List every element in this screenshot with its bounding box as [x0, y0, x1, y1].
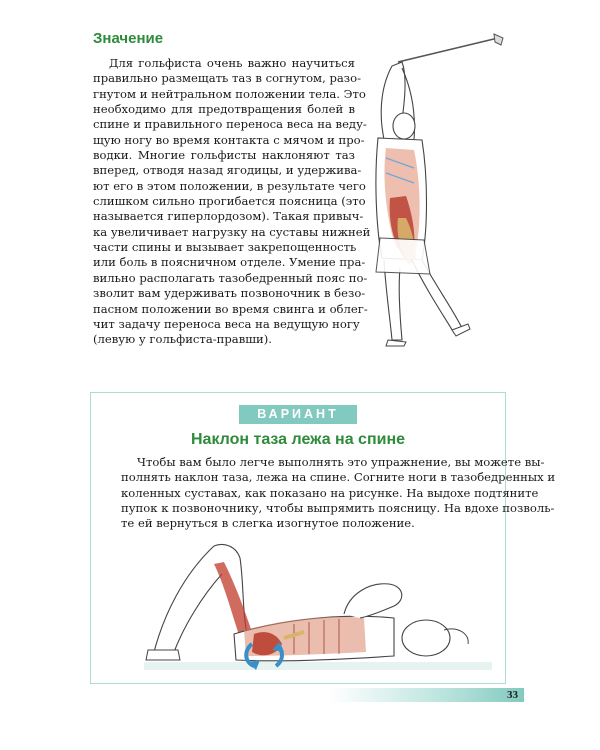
section-line: (левую у гольфиста-правши). [93, 332, 272, 347]
section-line: вильно располагать тазобедренный пояс по- [93, 270, 368, 285]
section-line: спине и правильного переноса веса на веду- [93, 117, 367, 132]
section-line: правильно размещать таз в согнутом, разо- [93, 71, 362, 86]
section-title: Значение [93, 30, 164, 47]
section-line: ка увеличивает нагрузку на суставы нижней [93, 224, 371, 239]
section-line: зволит вам удерживать позвоночник в безо- [93, 286, 366, 301]
variant-line: Чтобы вам было легче выполнять это упражнение, вы можете вы- [137, 455, 545, 469]
section-line: пасном положении во время свинга и облег- [93, 301, 368, 316]
variant-line: те ей вернуться в слегка изогнутое положение. [121, 516, 415, 531]
section-line: ют его в этом положении, в результате чего [93, 178, 366, 193]
section-line: щую ногу во время контакта с мячом и про- [93, 132, 365, 147]
section-line: необходимо для предотвращения болей в [93, 102, 355, 117]
variant-line: коленных суставах, как показано на рисунке. На выдохе подтяните [121, 485, 539, 500]
section-line: чит задачу переноса веса на ведущую ногу [93, 316, 360, 331]
variant-line: пупок к позвоночнику, чтобы выпрямить поясницу. На вдохе позволь- [121, 500, 555, 515]
golfer-illustration [356, 28, 506, 348]
section-body [93, 56, 371, 348]
pelvic-tilt-illustration [144, 534, 492, 674]
variant-title: Наклон таза лежа на спине [191, 431, 405, 448]
variant-body [121, 455, 556, 531]
page-number-bar [330, 688, 524, 702]
variant-badge: ВАРИАНТ [239, 405, 357, 424]
section-line: Для гольфиста очень важно научиться [109, 56, 355, 70]
section-line: или боль в поясничном отделе. Умение пра- [93, 255, 366, 270]
section-line: называется гиперлордозом). Такая привыч- [93, 209, 364, 224]
page-number: 33 [507, 689, 518, 701]
section-line: гнутом и нейтральном положении тела. Это [93, 86, 366, 101]
section-line: слишком сильно прогибается поясница (это [93, 194, 366, 209]
section-line: вперед, отводя назад ягодицы, и удержива- [93, 163, 362, 178]
section-line: части спины и вызывает закрепощенность [93, 240, 357, 255]
section-line: водки. Многие гольфисты наклоняют таз [93, 148, 355, 163]
variant-line: полнять наклон таза, лежа на спине. Согните ноги в тазобедренных и [121, 470, 556, 485]
